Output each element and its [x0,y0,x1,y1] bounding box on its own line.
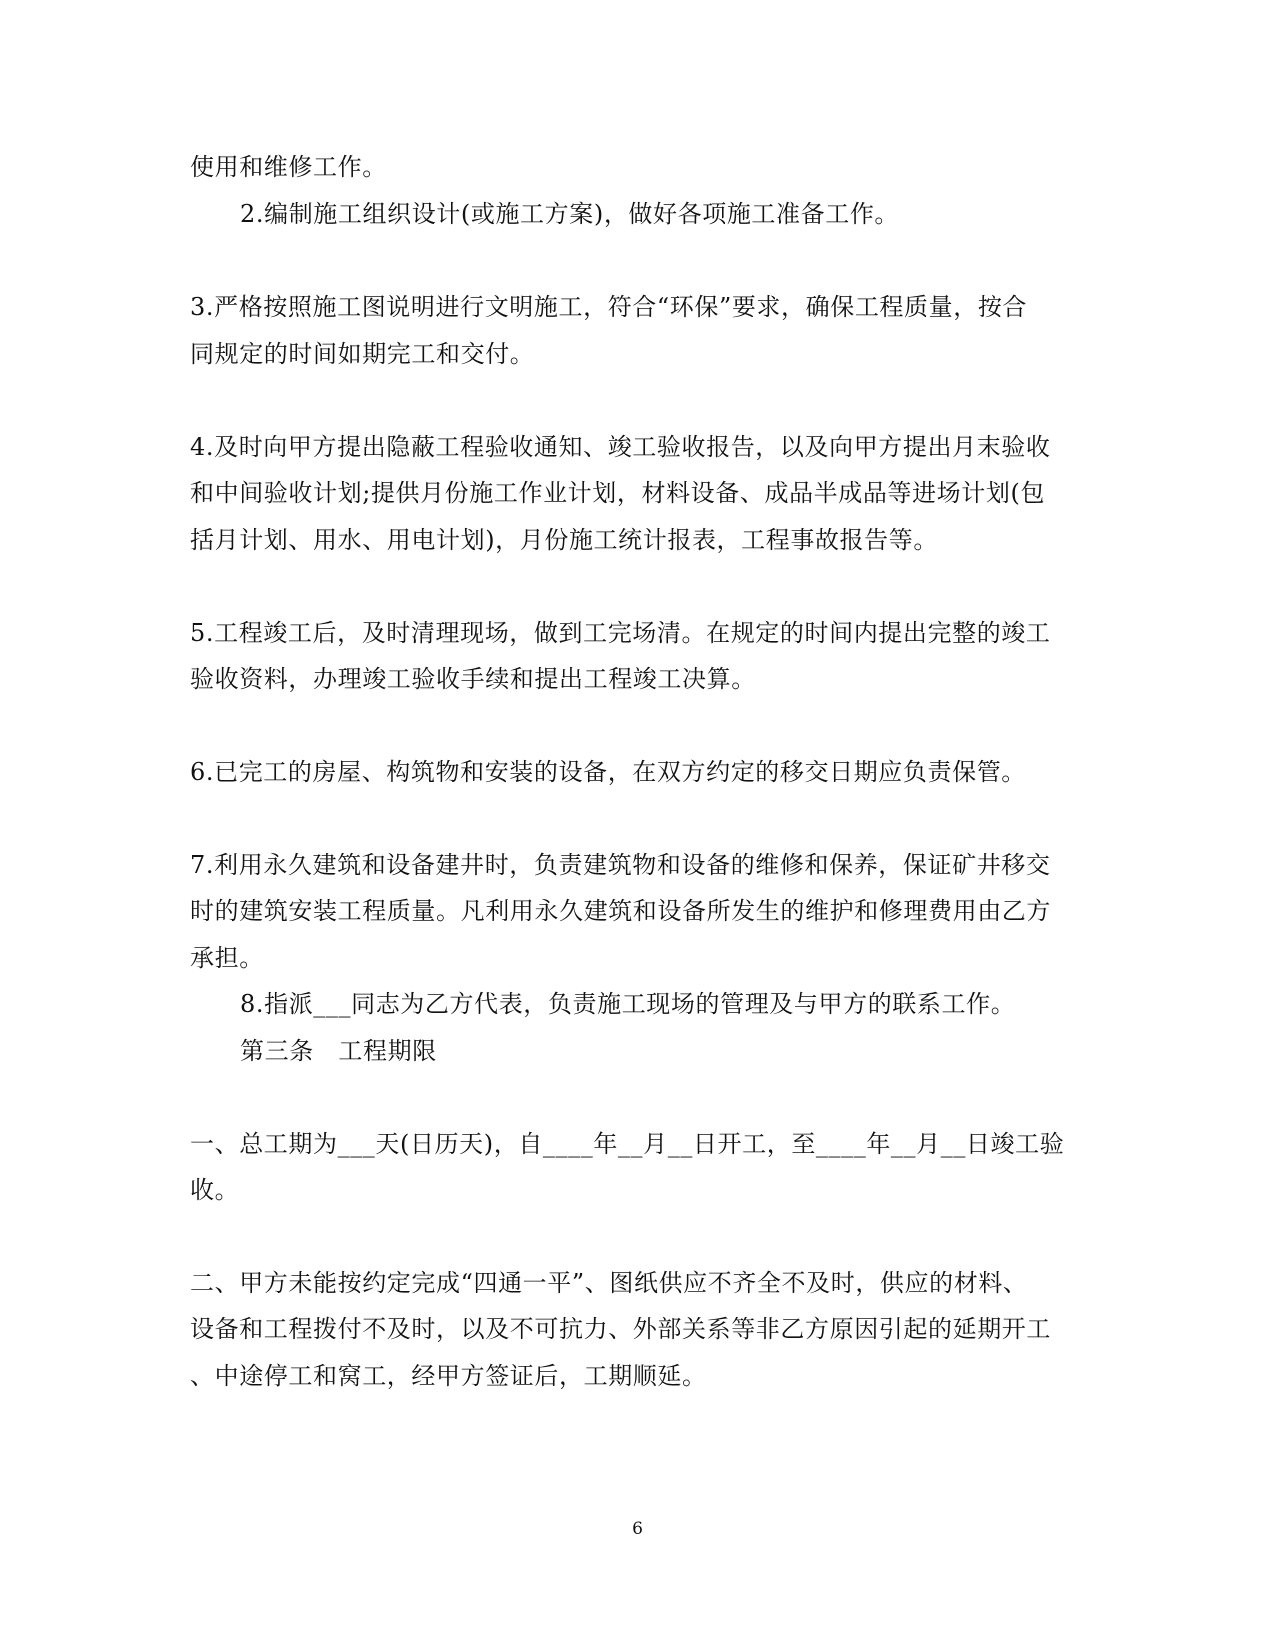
delay-extension-line-2: 设备和工程拨付不及时，以及不可抗力、外部关系等非乙方原因引起的延期开工 [190,1315,1051,1343]
contract-item-5-line-1: 5.工程竣工后，及时清理现场，做到工完场清。在规定的时间内提出完整的竣工 [190,619,1051,647]
contract-item-4-line-1: 4.及时向甲方提出隐蔽工程验收通知、竣工验收报告，以及向甲方提出月末验收 [190,433,1051,461]
construction-period-line-2: 收。 [190,1176,240,1204]
contract-item-7-line-3: 承担。 [190,944,264,972]
delay-extension-line-3: 、中途停工和窝工，经甲方签证后，工期顺延。 [190,1362,707,1390]
contract-item-3-line-2: 同规定的时间如期完工和交付。 [190,340,535,368]
contract-item-2: 2.编制施工组织设计(或施工方案)，做好各项施工准备工作。 [240,200,900,228]
contract-item-7-line-2: 时的建筑安装工程质量。凡利用永久建筑和设备所发生的维护和修理费用由乙方 [190,897,1051,925]
construction-period-line-1: 一、总工期为___天(日历天)，自____年__月__日开工，至____年__月__日竣工验 [190,1130,1065,1158]
contract-item-6: 6.已完工的房屋、构筑物和安装的设备，在双方约定的移交日期应负责保管。 [190,758,1026,786]
contract-item-3-line-1: 3.严格按照施工图说明进行文明施工，符合“环保”要求，确保工程质量，按合 [190,293,1028,321]
article-3-heading: 第三条 工程期限 [240,1037,437,1065]
contract-item-5-line-2: 验收资料，办理竣工验收手续和提出工程竣工决算。 [190,665,756,693]
contract-item-7-line-1: 7.利用永久建筑和设备建井时，负责建筑物和设备的维修和保养，保证矿井移交 [190,851,1051,879]
contract-item-4-line-2: 和中间验收计划;提供月份施工作业计划，材料设备、成品半成品等进场计划(包 [190,479,1046,507]
contract-item-8: 8.指派___同志为乙方代表，负责施工现场的管理及与甲方的联系工作。 [240,990,1016,1018]
page-number: 6 [632,1519,643,1539]
delay-extension-line-1: 二、甲方未能按约定完成“四通一平”、图纸供应不齐全不及时，供应的材料、 [190,1269,1028,1297]
contract-item-4-line-3: 括月计划、用水、用电计划)，月份施工统计报表，工程事故报告等。 [190,526,938,554]
continued-text: 使用和维修工作。 [190,153,387,181]
